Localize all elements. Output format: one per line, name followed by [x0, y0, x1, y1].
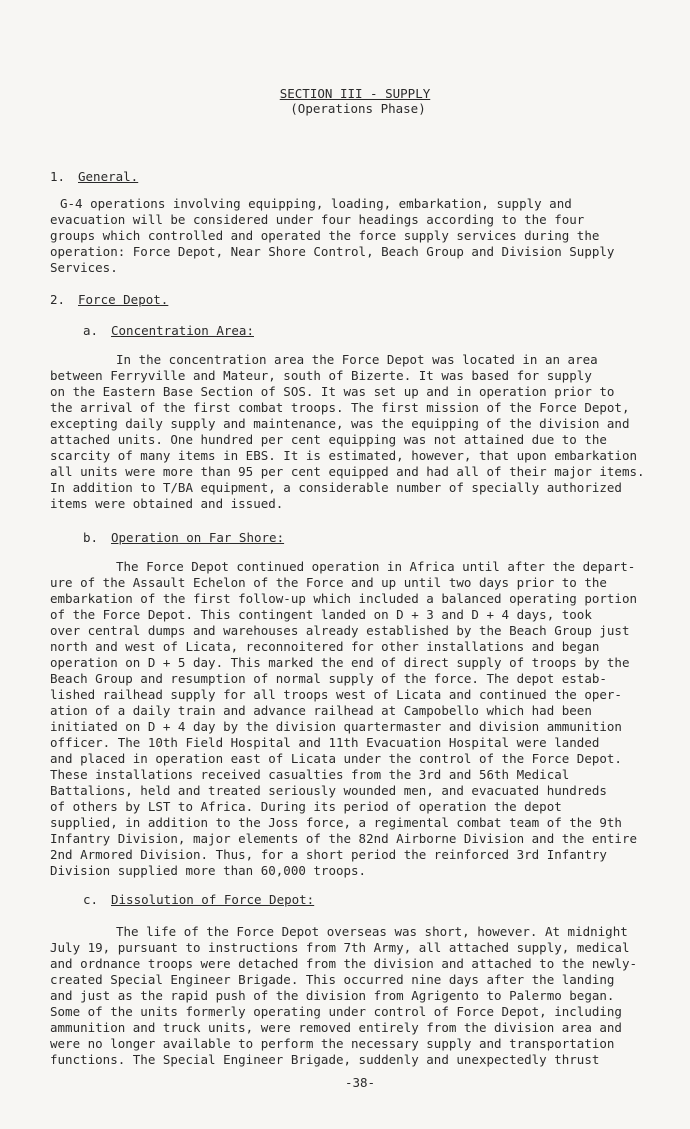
text-line: functions. The Special Engineer Brigade, suddenly and unexpectedly thrust	[50, 1052, 600, 1067]
text-line: attached units. One hundred per cent equipping was not attained due to the	[50, 432, 607, 447]
text-line: ammunition and truck units, were removed entirely from the division area and	[50, 1020, 622, 1035]
text-line: were no longer available to perform the necessary supply and transportation	[50, 1036, 615, 1051]
text-line: the arrival of the first combat troops. The first mission of the Force Depot,	[50, 400, 630, 415]
text-line: evacuation will be considered under four headings according to the four	[50, 212, 585, 227]
paragraph-concentration-area	[50, 352, 645, 512]
text-line: Some of the units formerly operating under control of Force Depot, including	[50, 1004, 622, 1019]
text-line: The life of the Force Depot overseas was short, however. At midnight	[116, 924, 628, 939]
text-line: excepting daily supply and maintenance, was the equipping of the division and	[50, 416, 630, 431]
heading-title: General.	[78, 169, 139, 184]
page-number	[0, 1075, 690, 1090]
text-line: July 19, pursuant to instructions from 7th Army, all attached supply, medical	[50, 940, 630, 955]
heading-general	[50, 169, 138, 184]
text-line: of the Force Depot. This contingent landed on D + 3 and D + 4 days, took	[50, 607, 592, 622]
heading-title: Force Depot.	[78, 292, 169, 307]
text-line: over central dumps and warehouses already established by the Beach Group just	[50, 623, 630, 638]
heading-number: 1.	[50, 169, 66, 184]
subheading-title: Dissolution of Force Depot:	[111, 892, 315, 907]
subheading-title: Concentration Area:	[111, 323, 254, 338]
text-line: and just as the rapid push of the division from Agrigento to Palermo began.	[50, 988, 615, 1003]
text-line: of others by LST to Africa. During its period of operation the depot	[50, 799, 562, 814]
text-line: on the Eastern Base Section of SOS. It was set up and in operation prior to	[50, 384, 615, 399]
text-line: supplied, in addition to the Joss force, a regimental combat team of the 9th	[50, 815, 622, 830]
text-line: north and west of Licata, reconnoitered for other installations and began	[50, 639, 600, 654]
paragraph-far-shore	[50, 559, 637, 879]
subheading-title: Operation on Far Shore:	[111, 530, 285, 545]
heading-number: 2.	[50, 292, 66, 307]
subheading-letter: a.	[83, 323, 99, 338]
subheading-far-shore	[83, 530, 284, 545]
text-line: lished railhead supply for all troops west of Licata and continued the oper-	[50, 687, 622, 702]
text-line: operation on D + 5 day. This marked the end of direct supply of troops by the	[50, 655, 630, 670]
heading-force-depot	[50, 292, 168, 307]
page-number-text: -38-	[344, 1075, 376, 1090]
text-line: created Special Engineer Brigade. This occurred nine days after the landing	[50, 972, 615, 987]
text-line: The Force Depot continued operation in Africa until after the depart-	[116, 559, 636, 574]
text-line: groups which controlled and operated the force supply services during the	[50, 228, 600, 243]
paragraph-dissolution	[50, 924, 637, 1068]
section-subtitle: (Operations Phase)	[290, 101, 426, 116]
text-line: scarcity of many items in EBS. It is estimated, however, that upon embarkation	[50, 448, 637, 463]
text-line: items were obtained and issued.	[50, 496, 284, 511]
text-line: Battalions, held and treated seriously wounded men, and evacuated hundreds	[50, 783, 607, 798]
subheading-dissolution	[83, 892, 314, 907]
text-line: ure of the Assault Echelon of the Force and up until two days prior to the	[50, 575, 607, 590]
text-line: Beach Group and resumption of normal supply of the force. The depot estab-	[50, 671, 607, 686]
text-line: all units were more than 95 per cent equipped and had all of their major items.	[50, 464, 645, 479]
text-line: These installations received casualties from the 3rd and 56th Medical	[50, 767, 570, 782]
text-line: In addition to T/BA equipment, a considerable number of specially authorized	[50, 480, 622, 495]
section-title: SECTION III - SUPPLY	[279, 86, 431, 101]
subheading-letter: b.	[83, 530, 99, 545]
text-line: In the concentration area the Force Depot was located in an area	[116, 352, 598, 367]
text-line: ation of a daily train and advance railhead at Campobello which had been	[50, 703, 592, 718]
text-line: and placed in operation east of Licata under the control of the Force Depot.	[50, 751, 622, 766]
text-line: Division supplied more than 60,000 troops.	[50, 863, 367, 878]
text-line: initiated on D + 4 day by the division quartermaster and division ammunition	[50, 719, 622, 734]
text-line: embarkation of the first follow-up which included a balanced operating portion	[50, 591, 637, 606]
text-line: officer. The 10th Field Hospital and 11th Evacuation Hospital were landed	[50, 735, 600, 750]
text-line: and ordnance troops were detached from the division and attached to the newly-	[50, 956, 637, 971]
text-line: between Ferryville and Mateur, south of Bizerte. It was based for supply	[50, 368, 592, 383]
text-line: operation: Force Depot, Near Shore Control, Beach Group and Division Supply	[50, 244, 615, 259]
text-line: Services.	[50, 260, 118, 275]
text-line: G-4 operations involving equipping, loading, embarkation, supply and	[60, 196, 572, 211]
section-heading	[0, 86, 690, 116]
text-line: Infantry Division, major elements of the 82nd Airborne Division and the entire	[50, 831, 637, 846]
paragraph-general	[50, 196, 614, 276]
text-line: 2nd Armored Division. Thus, for a short period the reinforced 3rd Infantry	[50, 847, 607, 862]
subheading-concentration-area	[83, 323, 254, 338]
subheading-letter: c.	[83, 892, 99, 907]
